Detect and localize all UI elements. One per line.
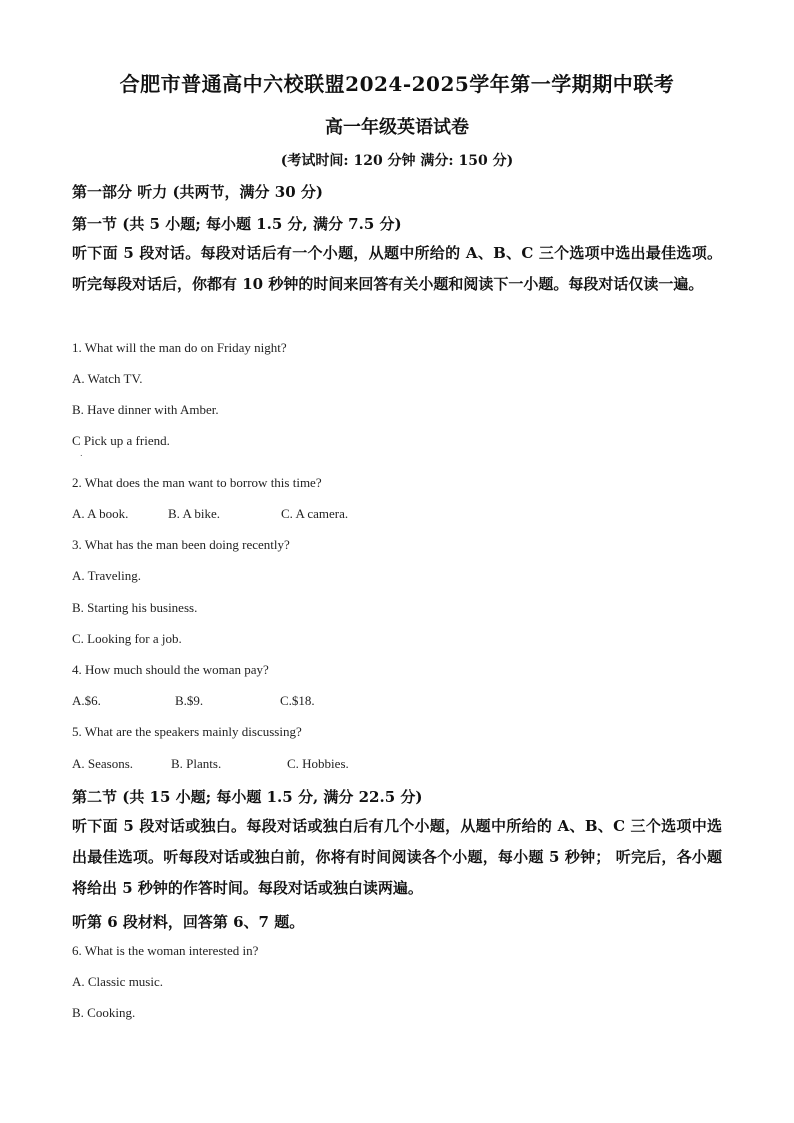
question-2-option-b: B. A bike.	[168, 506, 221, 521]
section1-heading: 第一节 (共 5 小题; 每小题 1.5 分, 满分 7.5 分)	[72, 215, 402, 233]
question-3-stem: 3. What has the man been doing recently?	[72, 537, 290, 552]
question-5-option-c: C. Hobbies.	[287, 756, 349, 771]
section2-instructions: 听下面 5 段对话或独白。每段对话或独白后有几个小题，从题中所给的 A、B、C 三个选项中选出最佳选项。听每段对话或独白前，你将有时间阅读各个小题，每小题 5 秒钟； 听完后，各小题将给出 5 秒钟的作答时间。每段对话或独白读两遍。	[72, 817, 722, 897]
question-6-option-a: A. Classic music.	[72, 974, 163, 989]
material-note: 听第 6 段材料，回答第 6、7 题。	[72, 913, 305, 931]
question-1-option-a: A. Watch TV.	[72, 371, 143, 386]
question-1-option-c: C Pick up a friend.	[72, 433, 170, 448]
question-4-option-c: C.$18.	[280, 693, 315, 708]
section2-heading: 第二节 (共 15 小题; 每小题 1.5 分, 满分 22.5 分)	[72, 788, 423, 806]
question-3-option-a: A. Traveling.	[72, 568, 141, 583]
question-4-option-a: A.$6.	[72, 693, 101, 708]
question-4-option-b: B.$9.	[175, 693, 204, 708]
question-1-option-b: B. Have dinner with Amber.	[72, 402, 219, 417]
exam-title: 合肥市普通高中六校联盟2024-2025学年第一学期期中联考	[119, 72, 675, 96]
stray-dot-mark: .	[80, 449, 83, 458]
question-2-option-c: C. A camera.	[281, 506, 349, 521]
question-6-option-b: B. Cooking.	[72, 1005, 136, 1020]
question-6-stem: 6. What is the woman interested in?	[72, 943, 259, 958]
question-2-option-a: A. A book.	[72, 506, 129, 521]
section1-instructions: 听下面 5 段对话。每段对话后有一个小题，从题中所给的 A、B、C 三个选项中选出最佳选项。听完每段对话后，你都有 10 秒钟的时间来回答有关小题和阅读下一小题。每段对话仅读一遍。	[72, 244, 722, 293]
exam-subtitle: 高一年级英语试卷	[325, 117, 469, 138]
question-4-stem: 4. How much should the woman pay?	[72, 662, 269, 677]
question-2-stem: 2. What does the man want to borrow this time?	[72, 475, 322, 490]
question-5-stem: 5. What are the speakers mainly discussing?	[72, 724, 302, 739]
question-1-stem: 1. What will the man do on Friday night?	[72, 340, 287, 355]
question-5-option-a: A. Seasons.	[72, 756, 134, 771]
question-5-option-b: B. Plants.	[171, 756, 222, 771]
question-3-option-c: C. Looking for a job.	[72, 631, 182, 646]
question-3-option-b: B. Starting his business.	[72, 600, 198, 615]
part1-heading: 第一部分 听力 (共两节，满分 30 分)	[72, 183, 323, 201]
exam-info: (考试时间: 120 分钟 满分: 150 分)	[280, 153, 514, 169]
